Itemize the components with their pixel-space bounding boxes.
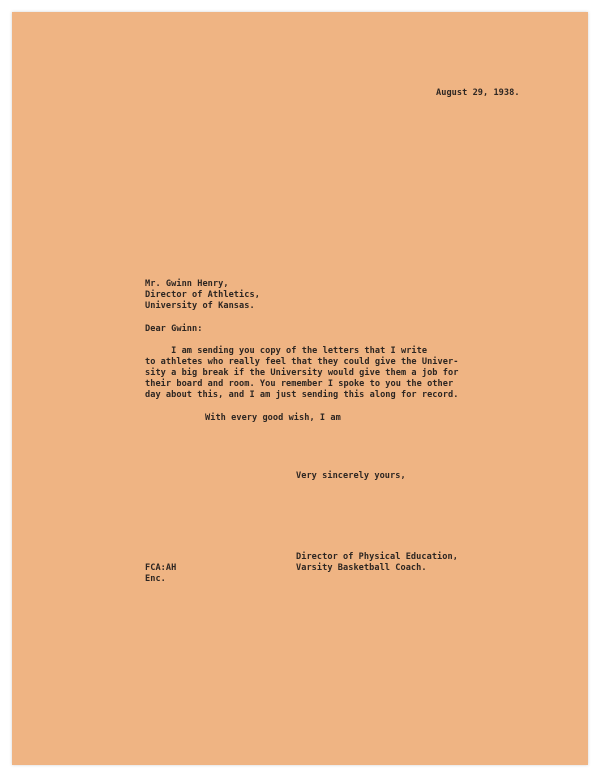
salutation: Dear Gwinn:: [145, 324, 203, 334]
closing-line: With every good wish, I am: [205, 413, 341, 423]
recipient-line: Mr. Gwinn Henry,: [145, 279, 229, 289]
recipient-line: University of Kansas.: [145, 301, 255, 311]
letter-date: August 29, 1938.: [436, 88, 520, 98]
body-line: their board and room. You remember I spoke to you the other: [145, 379, 454, 389]
recipient-line: Director of Athletics,: [145, 290, 260, 300]
body-line: I am sending you copy of the letters that I write: [145, 346, 428, 356]
signature-title: Director of Physical Education,: [296, 552, 458, 562]
body-line: to athletes who really feel that they could give the Univer-: [145, 357, 459, 367]
body-line: sity a big break if the University would give them a job for: [145, 368, 459, 378]
body-line: day about this, and I am just sending this along for record.: [145, 390, 459, 400]
reference-initials: FCA:AH: [145, 563, 177, 573]
complimentary-close: Very sincerely yours,: [296, 471, 406, 481]
signature-title: Varsity Basketball Coach.: [296, 563, 427, 573]
enclosure-notation: Enc.: [145, 574, 166, 584]
